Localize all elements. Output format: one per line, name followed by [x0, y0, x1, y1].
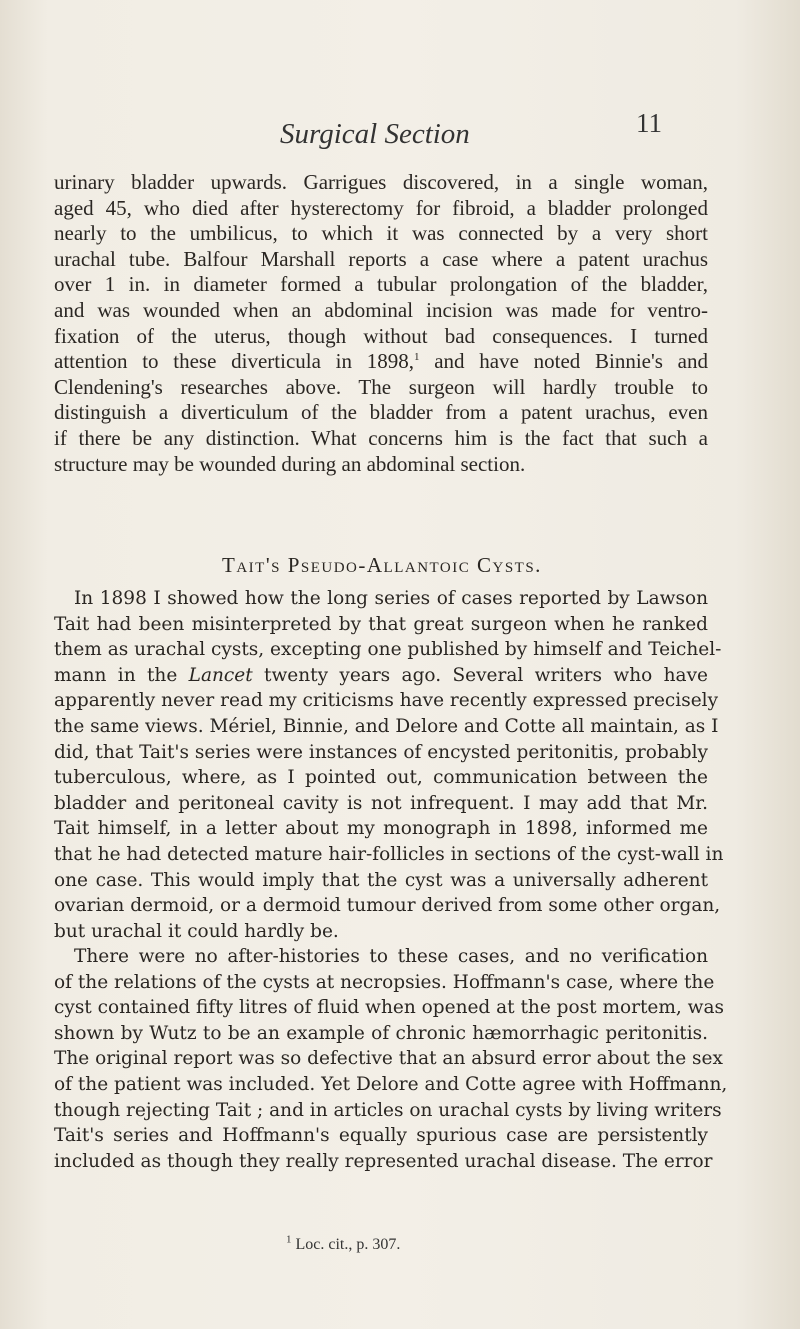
- text-line: apparently never read my criticisms have recently expressed precisely: [54, 690, 719, 712]
- text-line: cyst contained fifty litres of fluid when opened at the post mortem, was: [54, 997, 725, 1019]
- text-line: ovarian dermoid, or a dermoid tumour derived from some other organ,: [54, 895, 721, 917]
- text-line: tuberculous, where, as I pointed out, communication between the: [54, 767, 708, 789]
- section-heading: Tait's Pseudo-Allantoic Cysts.: [222, 553, 542, 577]
- paragraph-1: [54, 170, 708, 477]
- text-line: structure may be wounded during an abdominal section.: [54, 451, 526, 476]
- text-line: urachal tube. Balfour Marshall reports a case where a patent urachus: [54, 246, 708, 271]
- text-line: The original report was so defective that an absurd error about the sex: [54, 1048, 723, 1070]
- text-line: and was wounded when an abdominal incision was made for ventro-: [54, 297, 708, 322]
- text-line: urinary bladder upwards. Garrigues discovered, in a single woman,: [54, 170, 708, 194]
- text-line: though rejecting Tait ; and in articles on urachal cysts by living writers: [54, 1099, 722, 1121]
- text-line: Tait himself, in a letter about my monograph in 1898, informed me: [54, 818, 708, 840]
- text-line: Tait's series and Hoffmann's equally spurious case are persistently: [54, 1125, 708, 1147]
- text-line: bladder and peritoneal cavity is not infrequent. I may add that Mr.: [54, 792, 708, 814]
- paragraph-2: [54, 586, 724, 944]
- text-line: one case. This would imply that the cyst was a universally adherent: [54, 869, 708, 891]
- line-suffix: twenty years ago. Several writers who have: [264, 664, 708, 686]
- footnote: [286, 1233, 401, 1254]
- text-line: that he had detected mature hair-follicles in sections of the cyst-wall in: [54, 843, 724, 865]
- text-line: included as though they really represented urachal disease. The error: [54, 1150, 713, 1172]
- text-line: did, that Tait's series were instances of encysted peritonitis, probably: [54, 741, 708, 763]
- text-line: if there be any distinction. What concerns him is the fact that such a: [54, 425, 708, 450]
- footnote-text: Loc. cit., p. 307.: [295, 1236, 401, 1253]
- paragraph-3: [54, 944, 728, 1174]
- ref-text-continued: and have noted Binnie's and: [434, 349, 708, 374]
- running-header-title: Surgical Section: [280, 118, 470, 150]
- text-line: nearly to the umbilicus, to which it was connected by a very short: [54, 221, 708, 246]
- text-line: them as urachal cysts, excepting one published by himself and Teichel-: [54, 639, 722, 661]
- journal-title-lancet: Lancet: [188, 664, 253, 686]
- text-line-with-italic: [54, 663, 708, 689]
- page-number: 11: [636, 108, 662, 138]
- text-line-with-footnote-ref: [54, 349, 708, 375]
- ref-text: attention to these diverticula in 1898,: [54, 349, 414, 374]
- text-line: fixation of the uterus, though without bad consequences. I turned: [54, 323, 708, 348]
- text-line: There were no after-histories to these cases, and no verification: [74, 946, 708, 967]
- text-line: Clendening's researches above. The surgeon will hardly trouble to: [54, 374, 708, 399]
- footnote-mark: 1: [286, 1233, 292, 1246]
- text-line: distinguish a diverticulum of the bladder from a patent urachus, even: [54, 400, 708, 425]
- text-line: but urachal it could hardly be.: [54, 920, 339, 942]
- text-line: of the relations of the cysts at necropsies. Hoffmann's case, where the: [54, 971, 715, 993]
- text-line: Tait had been misinterpreted by that great surgeon when he ranked: [54, 613, 708, 635]
- line-prefix: mann in the: [54, 664, 178, 686]
- text-line: over 1 in. in diameter formed a tubular prolongation of the bladder,: [54, 272, 708, 297]
- text-line: shown by Wutz to be an example of chronic hæmorrhagic peritonitis.: [54, 1022, 708, 1044]
- text-line: the same views. Mériel, Binnie, and Delore and Cotte all maintain, as I: [54, 715, 719, 737]
- text-line: aged 45, who died after hysterectomy for fibroid, a bladder prolonged: [54, 195, 708, 220]
- text-line: of the patient was included. Yet Delore and Cotte agree with Hoffmann,: [54, 1073, 728, 1095]
- footnote-ref: 1: [413, 351, 420, 364]
- text-line: In 1898 I showed how the long series of cases reported by Lawson: [74, 588, 708, 609]
